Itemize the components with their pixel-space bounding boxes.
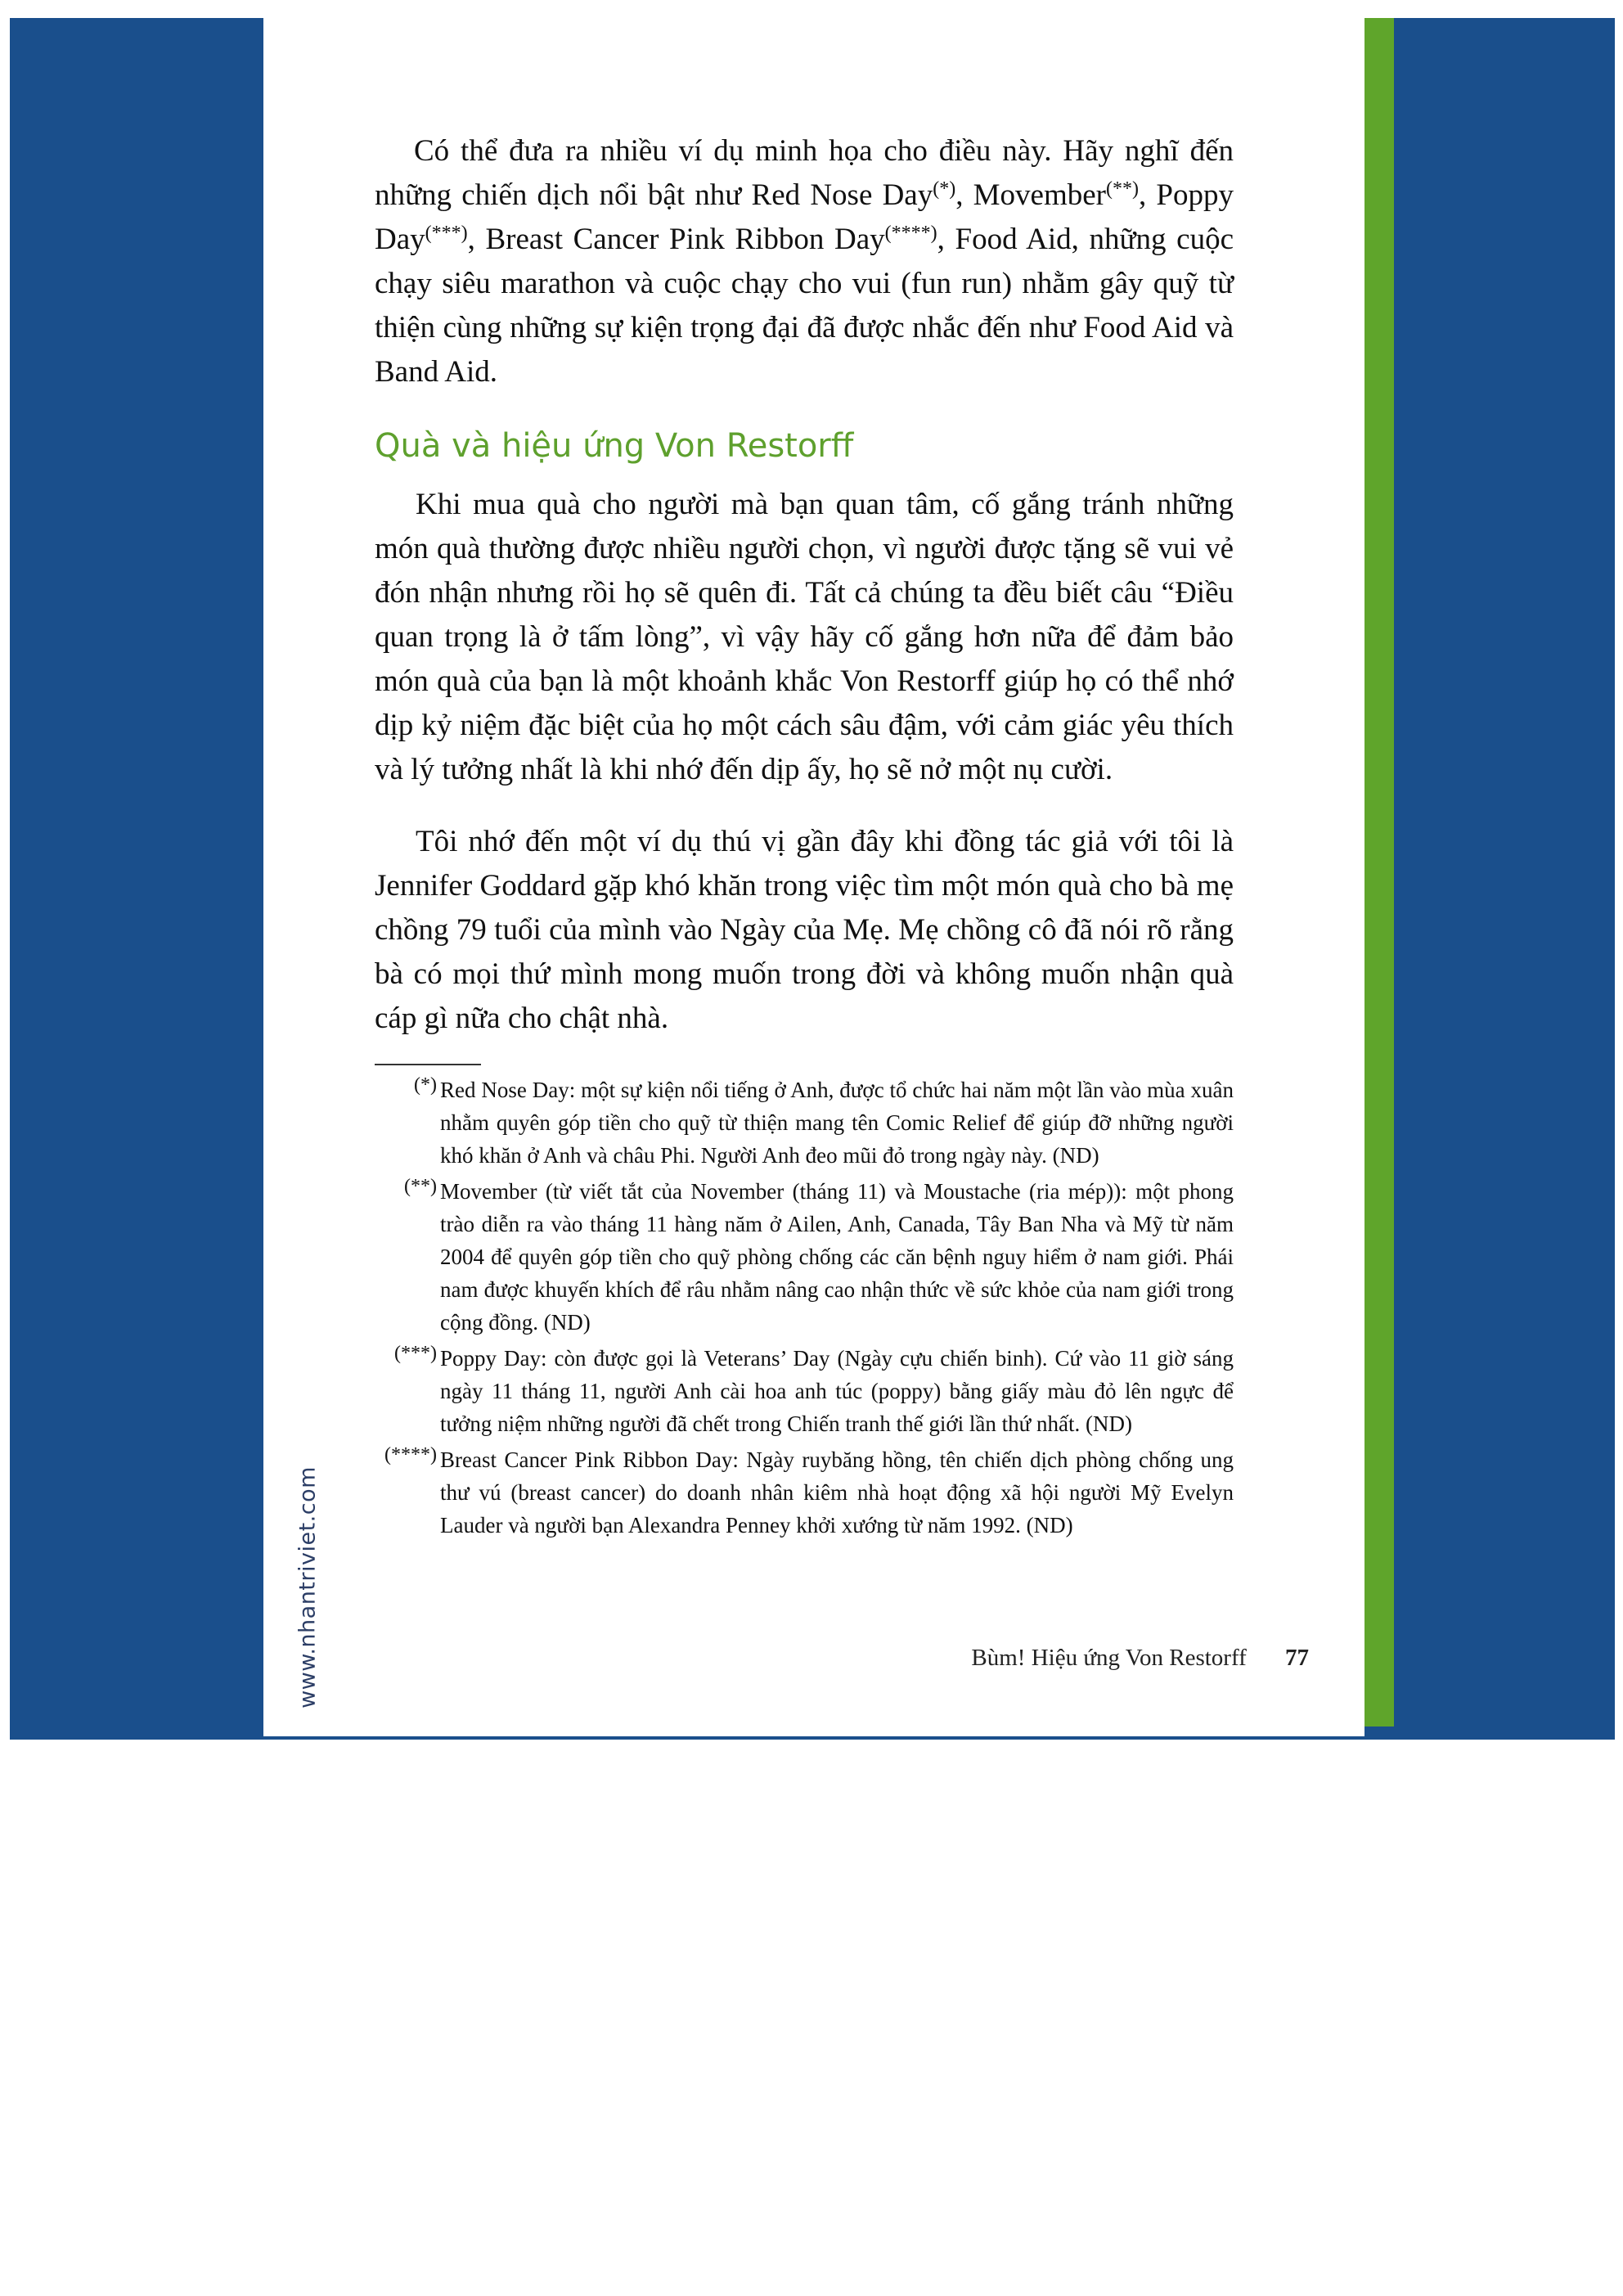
footnote-text: Poppy Day: còn được gọi là Veterans’ Day (Ngày cựu chiến binh). Cứ vào 11 giờ sáng ngày 11 tháng 11, người Anh cài hoa anh túc (poppy) bằng giấy màu đỏ lên ngực để tưởng niệm những người đã chết trong Chiến tranh thế giới lần thứ nhất. (ND) bbox=[440, 1346, 1234, 1436]
section-heading: Quà và hiệu ứng Von Restorff bbox=[375, 427, 854, 465]
footnote-ref: (***) bbox=[425, 223, 468, 244]
running-footer bbox=[949, 1645, 1309, 1672]
footnote-marker: (**) bbox=[404, 1176, 437, 1197]
paragraph-text: , Poppy Day bbox=[375, 178, 1234, 256]
page-number: 77 bbox=[1285, 1645, 1309, 1671]
page-content bbox=[375, 129, 1234, 1542]
footnote bbox=[375, 1342, 1234, 1440]
footnote-divider bbox=[375, 1064, 481, 1065]
footnote-ref: (****) bbox=[884, 223, 937, 244]
paragraph-text: Có thể đưa ra nhiều ví dụ minh họa cho điều này. Hãy nghĩ đến những chiến dịch nổi bật như Red Nose Day bbox=[375, 134, 1234, 212]
footnote bbox=[375, 1175, 1234, 1339]
page-edge-green-stripe bbox=[1364, 18, 1394, 1727]
footnote-marker: (****) bbox=[384, 1444, 437, 1465]
footnote bbox=[375, 1074, 1234, 1172]
body-paragraph-3: Tôi nhớ đến một ví dụ thú vị gần đây khi đồng tác giả với tôi là Jennifer Goddard gặp khó khăn trong việc tìm một món quà cho bà mẹ chồng 79 tuổi của mình vào Ngày của Mẹ. Mẹ chồng cô đã nói rõ rằng bà có mọi thứ mình mong muốn trong đời và không muốn nhận quà cáp gì nữa cho chật nhà. bbox=[375, 825, 1234, 1035]
paragraph-text: , Movember bbox=[955, 178, 1106, 212]
running-title: Bùm! Hiệu ứng Von Restorff bbox=[971, 1645, 1247, 1671]
footnote-ref: (**) bbox=[1106, 178, 1139, 200]
paragraph-text: , Breast Cancer Pink Ribbon Day bbox=[467, 223, 885, 256]
footnote-ref: (*) bbox=[933, 178, 956, 200]
side-website-url: www.nhantriviet.com bbox=[294, 1466, 321, 1708]
paragraph-text: , Food Aid, những cuộc chạy siêu marathon và cuộc chạy cho vui (fun run) nhằm gây quỹ từ thiện cùng những sự kiện trọng đại đã được nhắc đến như Food Aid và Band Aid. bbox=[375, 223, 1234, 389]
footnote-marker: (***) bbox=[394, 1343, 437, 1364]
footnote-text: Red Nose Day: một sự kiện nổi tiếng ở Anh, được tổ chức hai năm một lần vào mùa xuân nhằm quyên góp tiền cho quỹ từ thiện mang tên Comic Relief để giúp đỡ những người khó khăn ở Anh và châu Phi. Người Anh đeo mũi đỏ trong ngày này. (ND) bbox=[440, 1078, 1234, 1168]
footnote-marker: (*) bbox=[414, 1074, 437, 1096]
footnote-text: Movember (từ viết tắt của November (tháng 11) và Moustache (ria mép)): một phong trào diễn ra vào tháng 11 hàng năm ở Ailen, Anh, Canada, Tây Ban Nha và Mỹ từ năm 2004 để quyên góp tiền cho quỹ phòng chống các căn bệnh nguy hiểm ở nam giới. Phái nam được khuyến khích để râu nhằm nâng cao nhận thức về sức khỏe của nam giới trong cộng đồng. (ND) bbox=[440, 1179, 1234, 1335]
body-paragraph-1 bbox=[375, 129, 1234, 394]
body-paragraph-2: Khi mua quà cho người mà bạn quan tâm, cố gắng tránh những món quà thường được nhiều người chọn, vì người được tặng sẽ vui vẻ đón nhận nhưng rồi họ sẽ quên đi. Tất cả chúng ta đều biết câu “Điều quan trọng là ở tấm lòng”, vì vậy hãy cố gắng hơn nữa để đảm bảo món quà của bạn là một khoảnh khắc Von Restorff giúp họ có thể nhớ dịp kỷ niệm đặc biệt của họ một cách sâu đậm, với cảm giác yêu thích và lý tưởng nhất là khi nhớ đến dịp ấy, họ sẽ nở một nụ cười. bbox=[375, 488, 1234, 786]
footnote bbox=[375, 1443, 1234, 1542]
footnote-text: Breast Cancer Pink Ribbon Day: Ngày ruybăng hồng, tên chiến dịch phòng chống ung thư vú (breast cancer) do doanh nhân kiêm nhà hoạt động xã hội người Mỹ Evelyn Lauder và người bạn Alexandra Penney khởi xướng từ năm 1992. (ND) bbox=[440, 1447, 1234, 1537]
